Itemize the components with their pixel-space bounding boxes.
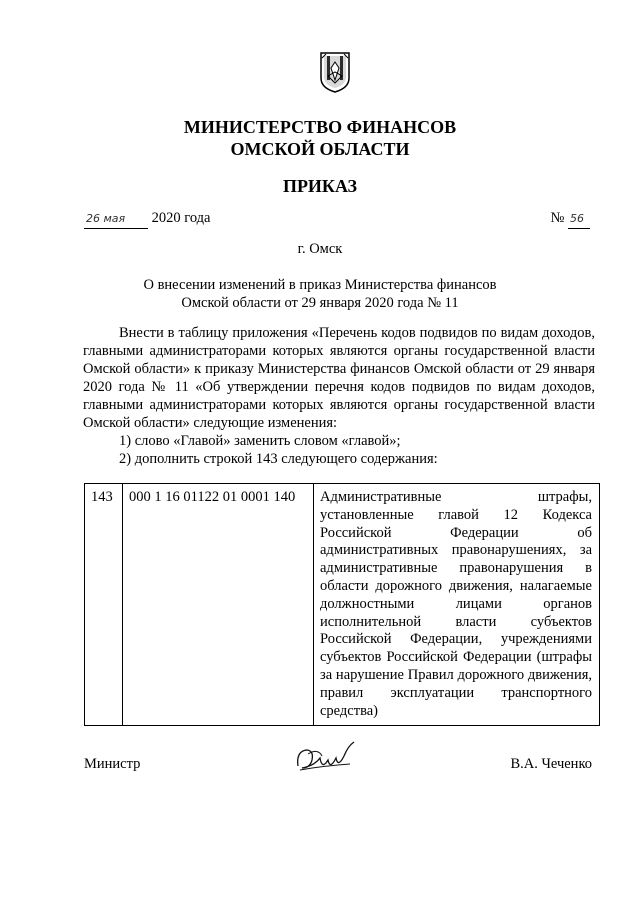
number-label: № xyxy=(550,210,565,226)
signatory-position: Министр xyxy=(84,756,141,772)
date-handwritten: 26 мая xyxy=(84,210,148,229)
list-item-2: 2) дополнить строкой 143 следующего содержания: xyxy=(119,451,438,467)
signature-icon xyxy=(292,736,362,778)
signatory-name: В.А. Чеченко xyxy=(510,756,592,772)
table-row xyxy=(85,484,600,726)
subject-line1: О внесении изменений в приказ Министерства финансов xyxy=(143,277,497,293)
row-number: 143 xyxy=(85,484,123,726)
list-item-1: 1) слово «Главой» заменить словом «главой»; xyxy=(119,433,401,449)
subject-line2: Омской области от 29 января 2020 года № 11 xyxy=(181,295,459,311)
ministry-name-line2: ОМСКОЙ ОБЛАСТИ xyxy=(230,139,410,159)
date-year: 2020 года xyxy=(151,210,211,226)
coat-of-arms-icon xyxy=(318,50,352,94)
number-handwritten: 56 xyxy=(568,210,590,229)
row-description: Административные штрафы, установленные главой 12 Кодекса Российской Федерации об административных правонарушениях, за административные правонарушения в области дорожного движения, налагаемые должностными лицами органов исполнительной власти субъектов Российской Федерации, учреждениями субъектов Российской Федерации (штрафы за нарушение Правил дорожного движения, правил эксплуатации транспортного средства) xyxy=(314,484,600,726)
amendment-table xyxy=(84,483,600,726)
body-paragraph: Внести в таблицу приложения «Перечень кодов подвидов по видам доходов, главными администраторами которых являются органы государственной власти Омской области» к приказу Министерства финансов Омской области от 29 января 2020 года № 11 «Об утверждении перечня кодов подвидов по видам доходов, главными администраторами которых являются органы государственной власти Омской области» следующие изменения: xyxy=(83,325,595,431)
city: г. Омск xyxy=(297,241,343,257)
date-line xyxy=(84,209,210,229)
row-code: 000 1 16 01122 01 0001 140 xyxy=(123,484,314,726)
ministry-name-line1: МИНИСТЕРСТВО ФИНАНСОВ xyxy=(183,117,457,137)
order-subject xyxy=(0,276,640,312)
order-body xyxy=(83,324,595,468)
order-number xyxy=(551,209,590,229)
document-type: ПРИКАЗ xyxy=(282,176,358,196)
